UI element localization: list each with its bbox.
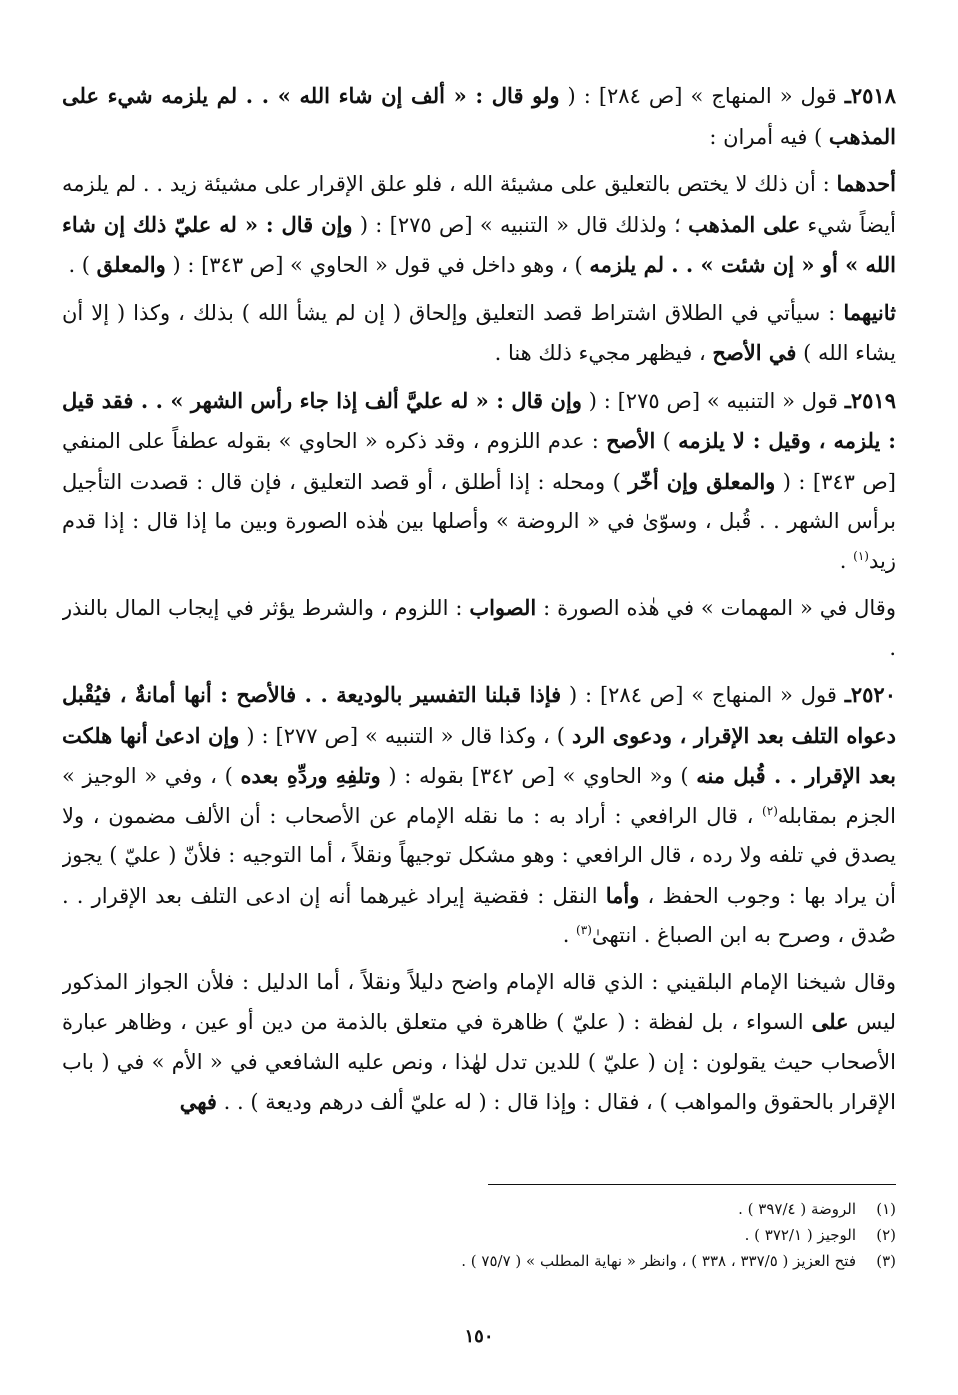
- text-run: ): [655, 429, 679, 453]
- text-run-bold: الأصح: [606, 428, 656, 453]
- text-run: .: [562, 923, 577, 947]
- text-run-bold: وتلفِهِ وردِّهِ بعده: [240, 763, 381, 788]
- footnote-text: الروضة ( ٣٩٧/٤ ) .: [738, 1200, 856, 1218]
- paragraph-2519: [62, 381, 896, 582]
- text-run: : اللزوم ، والشرط يؤثر في إيجاب المال بالنذر .: [62, 596, 896, 660]
- issue-number: ٢٥١٩ـ: [844, 387, 896, 413]
- text-run: : أن ذلك لا يختص بالتعليق على مشيئة الله ، فلو علق الإقرار على مشيئة زيد . . لم يلزمه أيضاً شيء: [62, 172, 896, 237]
- text-run: ) فيه أمران :: [709, 124, 829, 149]
- text-run: النقل : فقضية إيراد غيرهما أنه إن ادعى التلف بعد الإقرار . . صُدق ، وصرح به ابن الصباغ . انتهىٰ: [62, 883, 896, 947]
- text-run: قول « المنهاج » [ص ٢٨٤] : (: [561, 683, 845, 707]
- paragraph-first-matter: [62, 164, 896, 286]
- text-run: ) .: [68, 253, 97, 277]
- text-run-bold: ثانيهما: [843, 299, 896, 325]
- paragraph-second-matter: [62, 293, 896, 374]
- book-page: [62, 76, 896, 1376]
- text-run-bold: الصواب: [469, 595, 537, 620]
- text-run: قول « التنبيه » [ص ٢٧٥] : (: [581, 388, 845, 413]
- footnote-1: [62, 1196, 896, 1222]
- footnote-text: الوجيز ( ٣٧٢/١ ) .: [744, 1226, 856, 1244]
- footnote-mark: (٢): [876, 1226, 896, 1244]
- footnote-divider: [488, 1184, 896, 1185]
- text-run: ؛ ولذلك قال « التنبيه » [ص ٢٧٥] : (: [352, 212, 689, 237]
- paragraph-muhimmat: [62, 588, 896, 668]
- footnote-mark: (٣): [876, 1252, 896, 1270]
- text-run-bold: والمعلق وإن أخّر: [628, 468, 776, 494]
- text-run: وقال شيخنا الإمام البلقيني : الذي قاله الإمام واضح دليلاً ونقلاً ، أما الدليل : فلأن الجواز المذكور ليس: [62, 969, 896, 1034]
- text-run-bold: على: [811, 1009, 849, 1034]
- paragraph-2518: [62, 76, 896, 157]
- footnote-3: [62, 1248, 896, 1274]
- text-run: ) ، وكذا قال « التنبيه » [ص ٢٧٧] : (: [239, 723, 572, 748]
- paragraph-bulqini: [62, 963, 896, 1123]
- text-run: ) ، وهو داخل في قول « الحاوي » [ص ٣٤٣] : (: [165, 253, 590, 277]
- footnote-text: فتح العزيز ( ٣٣٧/٥ ، ٣٣٨ ) ، وانظر « نهاية المطلب » ( ٧٥/٧ ) .: [461, 1252, 856, 1270]
- text-run: ) و« الحاوي » [ص ٣٤٢] بقوله : (: [380, 764, 697, 788]
- text-run: .: [839, 548, 854, 573]
- footnote-ref-1[interactable]: (١): [853, 548, 869, 563]
- text-run-bold: في الأصح: [712, 340, 797, 365]
- text-run-bold: وإن قال : « له عليّ ذلك إن شاء الله » أو « إن شئت » . . لم يلزمه: [62, 211, 896, 277]
- text-run-bold: وإن ادعىٰ أنها هلكت بعد الإقرار . . قُبل منه: [62, 722, 896, 788]
- issue-number: ٢٥١٨ـ: [844, 83, 896, 108]
- footnotes: [62, 1196, 896, 1274]
- text-run-bold: وأما: [605, 882, 640, 908]
- paragraph-2520: [62, 675, 896, 956]
- text-run: ، قال الرافعي : أراد به : ما نقله الإمام عن الأصحاب : أن الألف مضمون ، ولا يصدق في تلفه ولا رده ، قال الرافعي : وهو مشكل توجيهاً ونقلاً ، أما التوجيه : فلأنّ ( عليّ ) يجوز أن يراد بها : وجوب الحفظ ،: [62, 803, 896, 908]
- text-run-bold: وإن قال : « له عليَّ ألف إذا جاء رأس الشهر » . . فقد قيل : يلزمه ، وقيل : لا يلزمه: [62, 387, 896, 453]
- body-text: [62, 76, 896, 1174]
- page-number: ١٥٠: [464, 1326, 494, 1347]
- text-run-bold: ولو قال : « ألف إن شاء الله » . . لم يلزمه شيء على المذهب: [62, 83, 896, 149]
- text-run-bold: على المذهب: [688, 211, 801, 237]
- text-run-bold: والمعلق: [96, 252, 166, 277]
- text-run-bold: فإذا قبلنا التفسير بالوديعة . . فالأصح : أنها أمانةٌ ، فيُقْبل دعواه التلف بعد الإقرار ، ودعوى الرد: [62, 682, 896, 748]
- text-run: قول « المنهاج » [ص ٢٨٤] : (: [559, 84, 845, 108]
- text-run-bold: أحدهما: [836, 171, 896, 196]
- text-run: ، فيظهر مجيء ذلك هنا .: [494, 341, 713, 365]
- footnote-2: [62, 1222, 896, 1248]
- text-run: السواء ، بل لفظة : ( عليّ ) ظاهرة في متعلق بالذمة من دين أو عين ، وظاهر عبارة الأصحاب حيث يقولون : إن ( عليّ ) للدين تدل لهٰذا ، ونص عليه الشافعي في « الأم » في ( باب الإقرار بالحقوق والمواهب ) ، فقال : وإذا قال : ( له عليّ ألف درهم وديعة ) . .: [62, 1010, 896, 1114]
- text-run: : سيأتي في الطلاق اشتراط قصد التعليق وإلحاق ( إن لم يشأ الله ) بذلك ، وكذا ( إلا أن يشاء الله ): [62, 300, 896, 365]
- text-run-bold: فهي: [179, 1089, 217, 1114]
- text-run: ) ومحله : إذا أطلق ، أو قصد التعليق ، فإن قال : قصدت التأجيل برأس الشهر . . قُبل ، وسوّىٰ في « الروضة » وأصلها بين هٰذه الصورة وبين ما إذا قال : إذا قدم زيد: [62, 469, 896, 573]
- text-run: وقال في « المهمات » في هٰذه الصورة :: [536, 596, 896, 620]
- footnote-ref-2[interactable]: (٢): [762, 803, 778, 818]
- footnote-ref-3[interactable]: (٣): [576, 923, 592, 937]
- text-run: ) ، وفي « الوجيز » الجزم بمقابله: [62, 764, 896, 828]
- issue-number: ٢٥٢٠ـ: [844, 682, 896, 707]
- text-run: : عدم اللزوم ، وقد ذكره « الحاوي » بقوله عطفاً على المنفي [ص ٣٤٣] : (: [62, 429, 896, 494]
- footnote-mark: (١): [876, 1200, 896, 1218]
